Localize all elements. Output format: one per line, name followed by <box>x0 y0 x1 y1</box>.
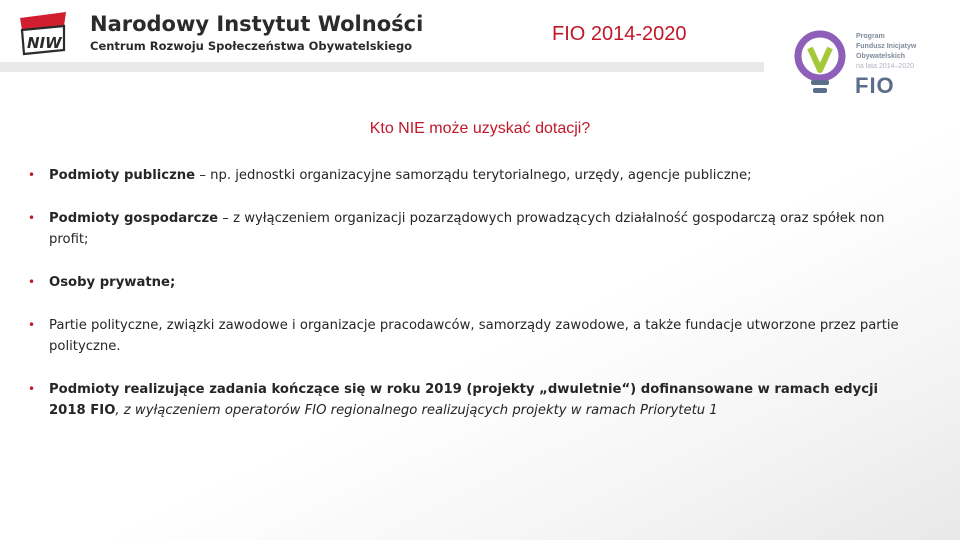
list-item <box>28 208 918 250</box>
item-bold: Podmioty publiczne <box>49 168 196 183</box>
bullet-icon: • <box>28 382 36 396</box>
fio-mark: FIO <box>855 73 895 98</box>
item-bold: Podmioty gospodarcze <box>49 211 219 226</box>
slide-title: Kto NIE może uzyskać dotacji? <box>369 120 591 137</box>
bullet-icon: • <box>28 318 36 332</box>
item-italic-text: , z wyłączeniem operatorów FIO regionalnego realizujących projekty w ramach Priorytetu 1 <box>115 403 718 418</box>
fio-line-2: Fundusz Inicjatyw <box>856 43 917 50</box>
lightbulb-icon <box>794 30 846 100</box>
bullet-icon: • <box>28 211 36 225</box>
niw-logo-icon <box>14 10 74 60</box>
niw-logo-text: NIW <box>27 34 62 52</box>
item-text: – z wyłączeniem organizacji pozarządowych prowadzących działalność gospodarczą oraz spółek non profit; <box>49 211 885 247</box>
bullet-icon: • <box>28 168 36 182</box>
fio-line-4: na lata 2014–2020 <box>856 63 914 70</box>
fio-line-3: Obywatelskich <box>856 53 906 60</box>
fio-line-1: Program <box>856 33 885 40</box>
org-subtitle: Centrum Rozwoju Społeczeństwa Obywatelskiego <box>90 39 413 53</box>
bullet-icon: • <box>28 275 36 289</box>
header-divider-band <box>0 62 800 72</box>
list-item <box>28 272 918 293</box>
item-bold: Osoby prywatne; <box>49 275 176 290</box>
program-years: FIO 2014-2020 <box>552 23 687 45</box>
list-item <box>28 315 918 357</box>
item-bold: Podmioty realizujące zadania kończące się w roku 2019 (projekty „dwuletnie“) dofinansowane w ramach edycji 2018 FIO <box>49 382 879 418</box>
org-name: Narodowy Instytut Wolności <box>90 12 424 36</box>
item-text: Partie polityczne, związki zawodowe i organizacje pracodawców, samorządy zawodowe, a także fundacje utworzone przez partie polityczne. <box>49 318 899 354</box>
list-item <box>28 379 918 421</box>
item-text: – np. jednostki organizacyjne samorządu terytorialnego, urzędy, agencje publiczne; <box>195 168 752 183</box>
list-item <box>28 165 918 186</box>
fio-program-text <box>856 32 916 72</box>
bullet-list <box>28 165 918 421</box>
